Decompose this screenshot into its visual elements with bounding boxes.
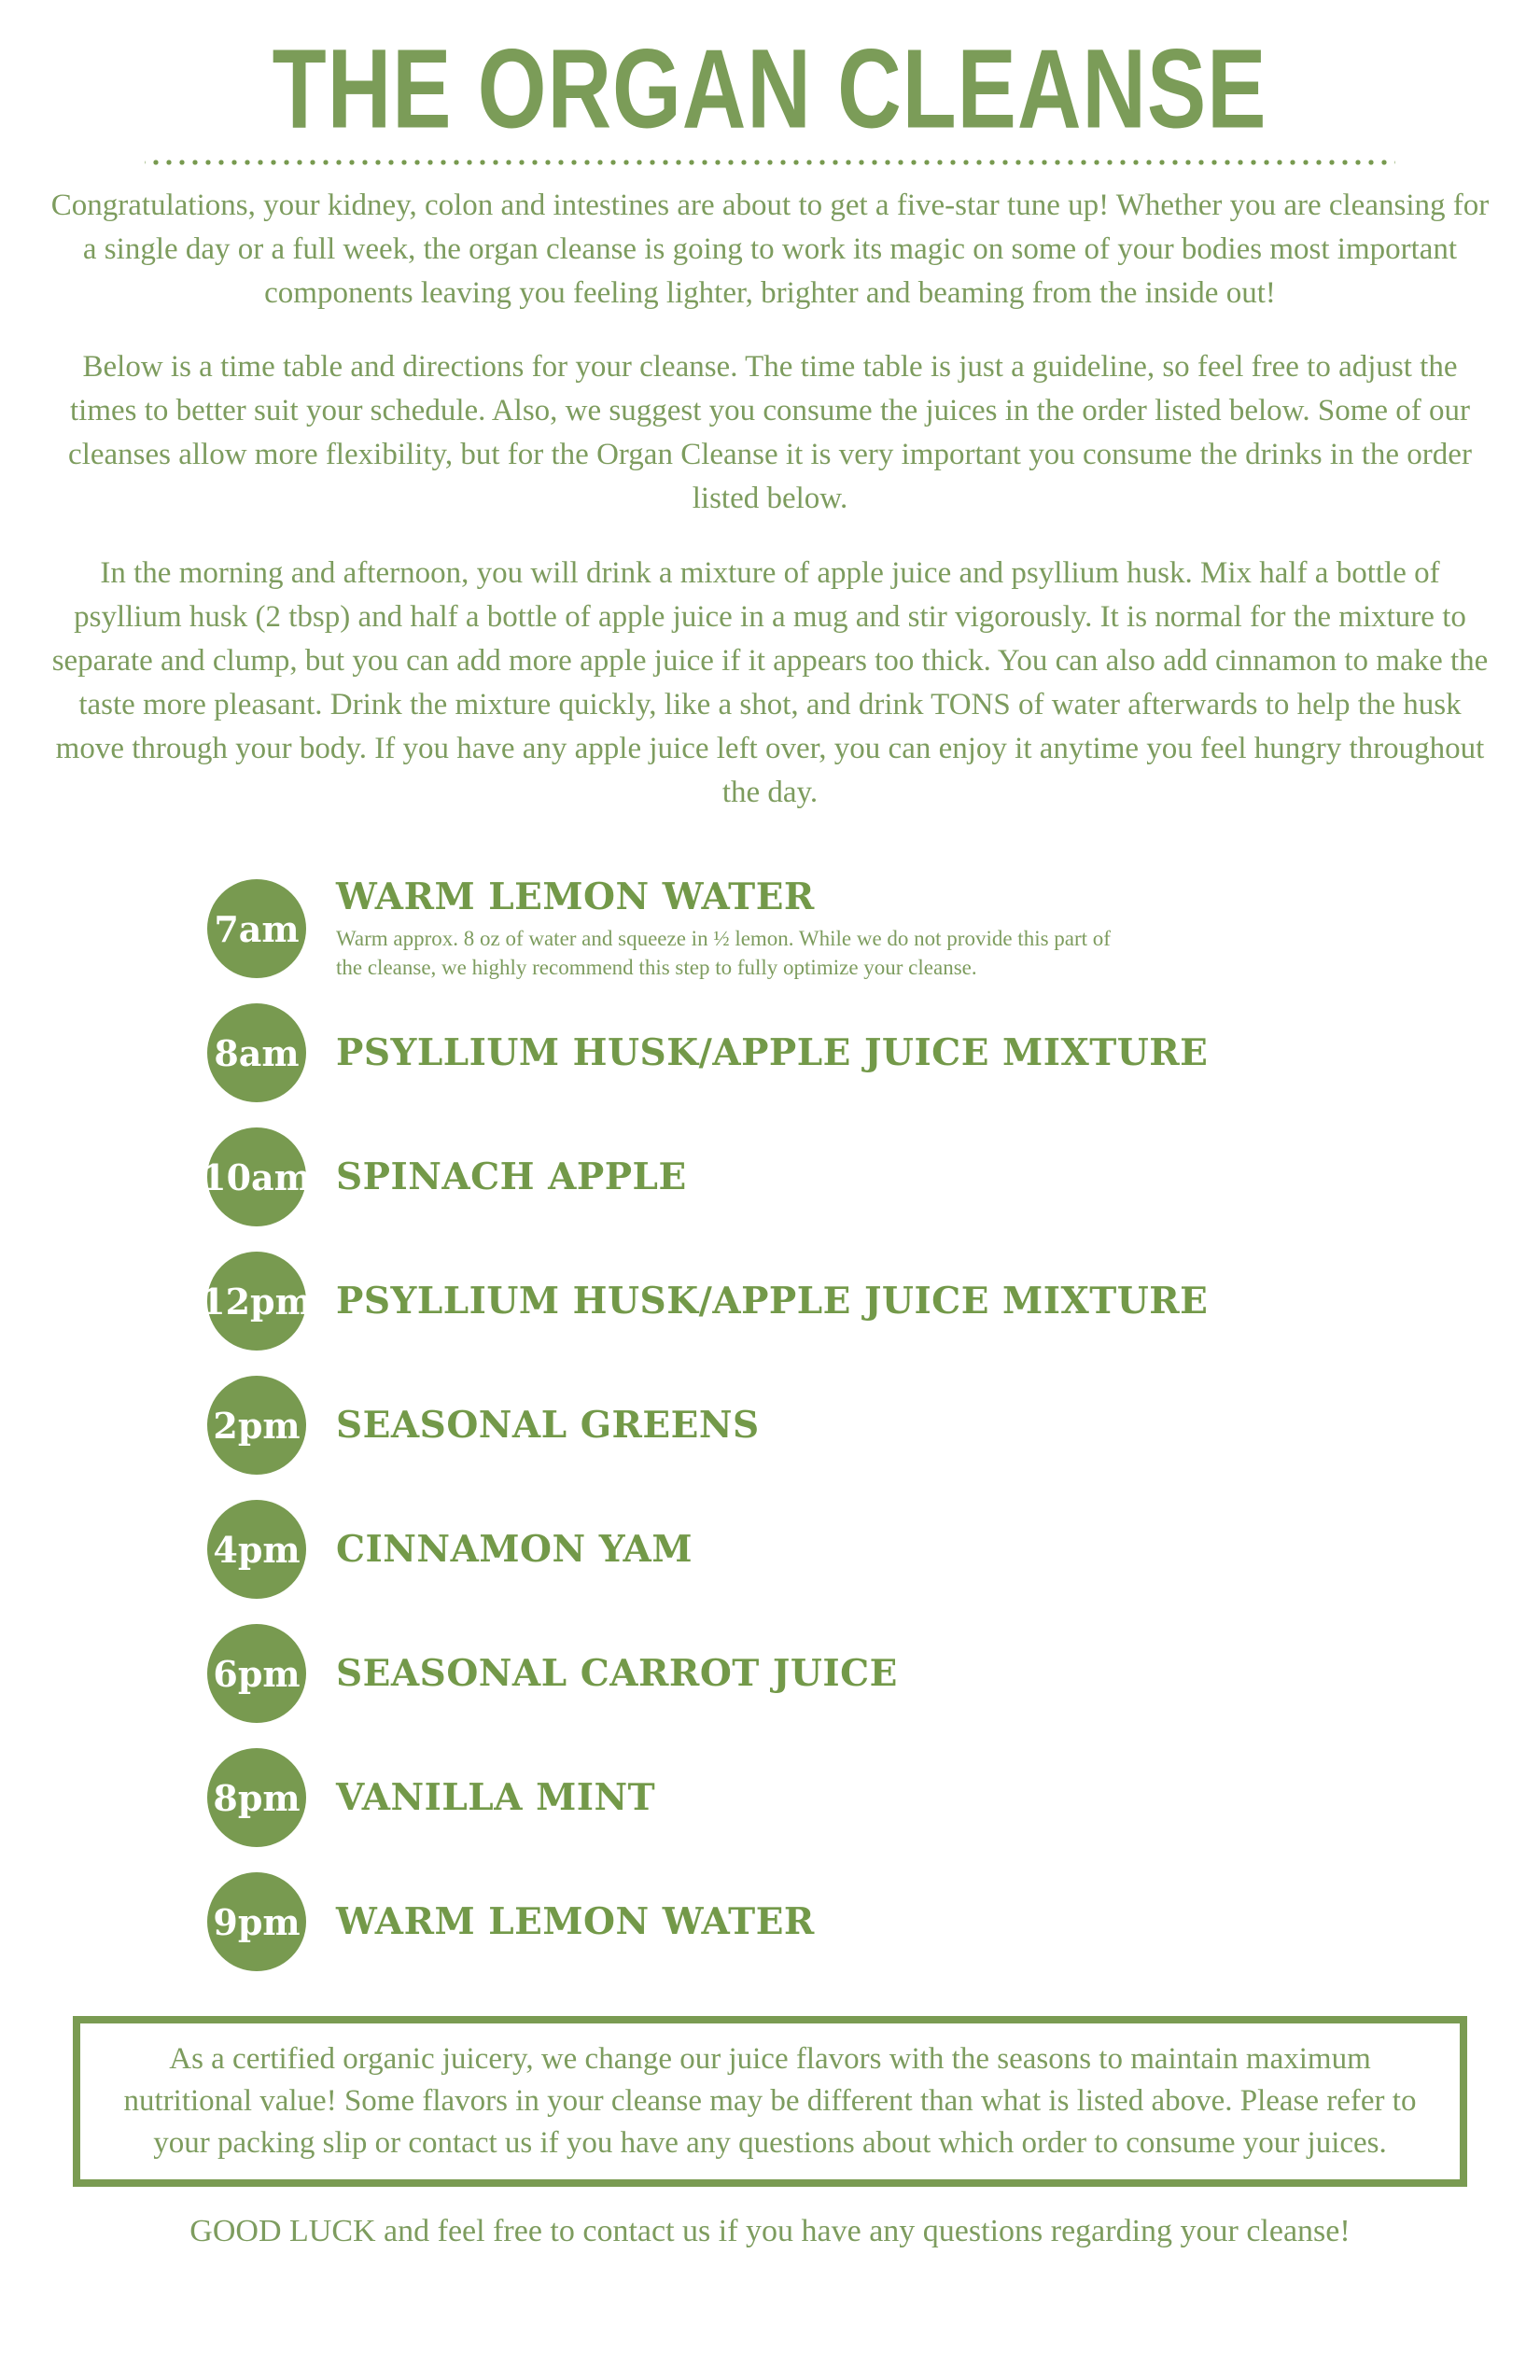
- drink-label: WARM LEMON WATER: [336, 1900, 815, 1944]
- notice-box-text: As a certified organic juicery, we change our juice flavors with the seasons to maintain maximum nutritional value! Some flavors in your cleanse may be different than what is listed above. Please refer to your packing slip or contact us if you have any questions about which order to consume your juices.: [123, 2041, 1417, 2160]
- schedule-row-9pm: [207, 1860, 1540, 1984]
- schedule-row-text: [336, 1900, 815, 1943]
- schedule-row-7am: [207, 867, 1540, 991]
- time-badge-8pm: 8pm: [207, 1748, 306, 1847]
- schedule-row-text: [336, 875, 1129, 982]
- drink-note: Warm approx. 8 oz of water and squeeze in ½ lemon. While we do not provide this part of the cleanse, we highly recommend this step to fully optimize your cleanse.: [336, 927, 1111, 980]
- drink-label: SEASONAL CARROT JUICE: [336, 1652, 898, 1696]
- schedule-row-2pm: [207, 1364, 1540, 1488]
- time-badge-12pm: 12pm: [207, 1252, 306, 1351]
- time-badge-8am: 8am: [207, 1003, 306, 1102]
- schedule-row-8pm: [207, 1736, 1540, 1860]
- schedule-row-text: [336, 1155, 687, 1198]
- schedule-row-text: [336, 1652, 898, 1695]
- drink-label: SPINACH APPLE: [336, 1155, 687, 1199]
- schedule-list: [201, 867, 1540, 1984]
- footer-note: GOOD LUCK and feel free to contact us if you have any questions regarding your cleanse!: [189, 2213, 1351, 2248]
- document-header: [0, 24, 1540, 167]
- schedule-row-text: [336, 1776, 655, 1819]
- drink-label: WARM LEMON WATER: [336, 875, 815, 919]
- time-badge-9pm: 9pm: [207, 1872, 306, 1971]
- intro-paragraph-1: Congratulations, your kidney, colon and intestines are about to get a five-star tune up! Whether you are cleansing for a single day or a full week, the organ cleanse is going to work its magic on some of your bodies most important components leaving you feeling lighter, brighter and beaming from the inside out!: [50, 188, 1490, 310]
- schedule-row-text: [336, 1404, 760, 1447]
- schedule-row-text: [336, 1528, 693, 1571]
- schedule-row-text: [336, 1280, 1208, 1323]
- drink-label: PSYLLIUM HUSK/APPLE JUICE MIXTURE: [336, 1031, 1209, 1075]
- drink-label: SEASONAL GREENS: [336, 1404, 760, 1448]
- time-badge-7am: 7am: [207, 879, 306, 978]
- time-badge-6pm: 6pm: [207, 1624, 306, 1723]
- schedule-row-10am: [202, 1115, 1540, 1239]
- notice-box: [73, 2016, 1467, 2187]
- intro-paragraph-3: In the morning and afternoon, you will drink a mixture of apple juice and psyllium husk. Mix half a bottle of psyllium husk (2 tbsp) and half a bottle of apple juice in a mug and stir vigorously. It is normal for the mixture to separate and clump, but you can add more apple juice if it appears too thick. You can also add cinnamon to make the taste more pleasant. Drink the mixture quickly, like a shot, and drink TONS of water afterwards to help the husk move through your body. If you have any apple juice left over, you can enjoy it anytime you feel hungry throughout the day.: [51, 555, 1489, 809]
- intro-paragraph-2: Below is a time table and directions for your cleanse. The time table is just a guideline, so feel free to adjust the times to better suit your schedule. Also, we suggest you consume the juices in the order listed below. Some of our cleanses allow more flexibility, but for the Organ Cleanse it is very important you consume the drinks in the order listed below.: [68, 349, 1472, 515]
- dotted-divider: [145, 158, 1395, 167]
- drink-label: VANILLA MINT: [336, 1776, 656, 1820]
- schedule-row-4pm: [207, 1488, 1540, 1612]
- time-badge-2pm: 2pm: [207, 1376, 306, 1475]
- schedule-row-text: [336, 1031, 1208, 1074]
- drink-label: PSYLLIUM HUSK/APPLE JUICE MIXTURE: [336, 1280, 1209, 1323]
- schedule-row-12pm: [201, 1239, 1540, 1364]
- drink-label: CINNAMON YAM: [336, 1528, 693, 1572]
- time-badge-10am: 10am: [207, 1127, 306, 1226]
- page-title: THE ORGAN CLEANSE: [273, 24, 1267, 152]
- schedule-row-8am: [207, 991, 1540, 1115]
- time-badge-4pm: 4pm: [207, 1500, 306, 1599]
- schedule-row-6pm: [207, 1612, 1540, 1736]
